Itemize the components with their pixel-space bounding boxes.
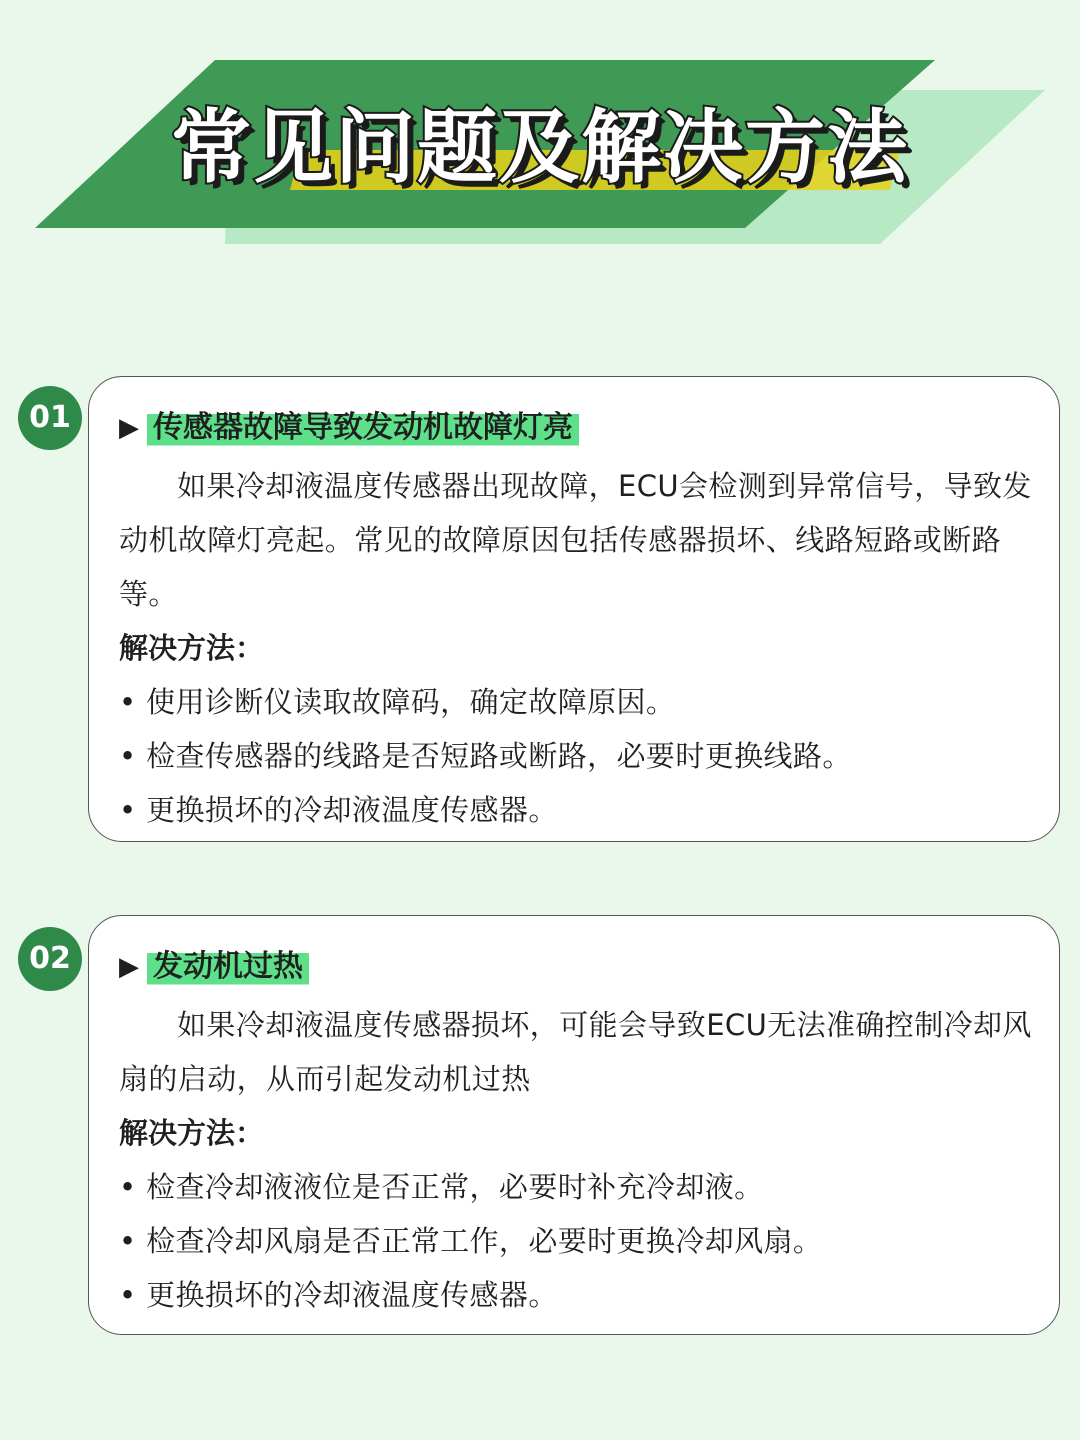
solution-item: • 检查传感器的线路是否短路或断路，必要时更换线路。 — [119, 729, 1039, 783]
section-description: 如果冷却液温度传感器损坏，可能会导致ECU无法准确控制冷却风扇的启动，从而引起发动机过热 — [119, 1008, 1032, 1096]
solution-title: 解决方法： — [119, 631, 265, 665]
solution-item: • 检查冷却风扇是否正常工作，必要时更换冷却风扇。 — [119, 1214, 1039, 1268]
section-description: 如果冷却液温度传感器出现故障，ECU会检测到异常信号，导致发动机故障灯亮起。常见的故障原因包括传感器损坏、线路短路或断路等。 — [119, 469, 1032, 611]
play-arrow-icon: ▶ — [119, 413, 139, 443]
section-heading — [119, 944, 1039, 990]
section-number-badge: 02 — [18, 927, 82, 991]
solution-item: • 检查冷却液液位是否正常，必要时补充冷却液。 — [119, 1160, 1039, 1214]
play-arrow-icon: ▶ — [119, 952, 139, 982]
section-heading — [119, 405, 1039, 451]
solution-item: • 使用诊断仪读取故障码，确定故障原因。 — [119, 675, 1039, 729]
title-banner — [0, 0, 1080, 260]
page-title: 常见问题及解决方法 — [171, 101, 909, 194]
solution-title: 解决方法： — [119, 1116, 265, 1150]
section-heading-text: 传感器故障导致发动机故障灯亮 — [147, 405, 579, 451]
section-number-badge: 01 — [18, 386, 82, 450]
solution-item: • 更换损坏的冷却液温度传感器。 — [119, 1268, 1039, 1322]
solution-item: • 更换损坏的冷却液温度传感器。 — [119, 783, 1039, 837]
section-card — [88, 915, 1060, 1335]
solution-list — [119, 675, 1039, 837]
section-heading-text: 发动机过热 — [147, 944, 309, 990]
solution-list — [119, 1160, 1039, 1322]
section-card — [88, 376, 1060, 842]
